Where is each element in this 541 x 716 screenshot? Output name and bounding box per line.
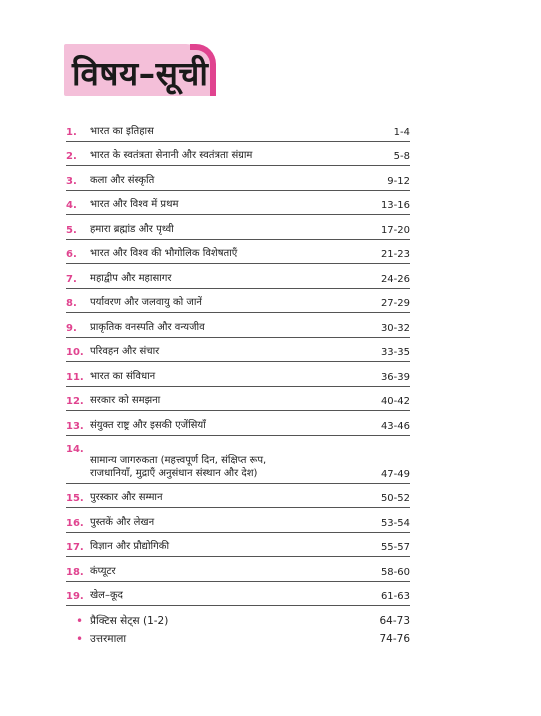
toc-label: भारत और विश्व में प्रथम: [90, 199, 179, 210]
toc-pages: 47-49: [380, 468, 410, 480]
toc-row[interactable]: [66, 240, 410, 265]
toc-label: हमारा ब्रह्मांड और पृथ्वी: [90, 223, 174, 235]
toc-label: विज्ञान और प्रौद्योगिकी: [90, 541, 170, 552]
toc-pages: 9-12: [387, 175, 410, 187]
toc-number: 6.: [66, 249, 77, 260]
toc-row[interactable]: [66, 436, 410, 484]
toc-label: प्राकृतिक वनस्पति और वन्यजीव: [90, 321, 205, 333]
toc-pages: 43-46: [380, 420, 410, 432]
toc-pages: 27-29: [380, 298, 410, 309]
toc-pages: 5-8: [393, 151, 410, 162]
toc-pages: 30-32: [380, 322, 410, 334]
toc-number: 12.: [66, 396, 84, 407]
toc-number: 2.: [66, 151, 77, 162]
appendix-item[interactable]: [66, 612, 410, 630]
toc-row[interactable]: [66, 166, 410, 191]
toc-label: संयुक्त राष्ट्र और इसकी एजेंसियाँ: [90, 419, 206, 431]
toc-number: 3.: [66, 175, 77, 187]
toc-label: पुरस्कार और सम्मान: [90, 492, 163, 503]
toc-label: महाद्वीप और महासागर: [90, 272, 172, 284]
toc-number: 10.: [66, 347, 84, 358]
toc-row[interactable]: [66, 582, 410, 607]
toc-row[interactable]: [66, 508, 410, 533]
toc-pages: 40-42: [380, 396, 410, 407]
toc-pages: 33-35: [380, 347, 410, 358]
toc-pages: 24-26: [380, 273, 410, 285]
toc-row[interactable]: [66, 215, 410, 240]
appendix-label: प्रैक्टिस सेट्स (1-2): [90, 614, 169, 627]
toc-number: 5.: [66, 224, 77, 236]
toc-label: पुस्तकें और लेखन: [90, 516, 155, 528]
toc-pages: 53-54: [380, 517, 410, 529]
toc-pages: 36-39: [380, 371, 410, 383]
toc-label: परिवहन और संचार: [90, 346, 160, 357]
appendix-pages: 64-73: [379, 615, 410, 627]
bullet-icon: •: [76, 614, 84, 628]
toc-number: 11.: [66, 371, 84, 383]
toc-row[interactable]: [66, 484, 410, 509]
appendix-label: उत्तरमाला: [90, 632, 127, 645]
appendix-item[interactable]: [66, 630, 410, 648]
toc-label: सामान्य जागरुकता (महत्त्वपूर्ण दिन, संक्षिप्त रूप, राजधानियाँ, मुद्राएँ अनुसंधान संस्थान और देश): [90, 454, 267, 479]
toc-label: पर्यावरण और जलवायु को जानें: [90, 297, 202, 308]
toc-row[interactable]: [66, 142, 410, 167]
toc-pages: 55-57: [380, 542, 410, 553]
toc-row[interactable]: [66, 533, 410, 558]
toc-row[interactable]: [66, 387, 410, 412]
toc-number: 18.: [66, 566, 84, 578]
toc-label: भारत और विश्व की भौगोलिक विशेषताएँ: [90, 248, 238, 259]
toc-row[interactable]: [66, 191, 410, 216]
toc-row[interactable]: [66, 557, 410, 582]
toc-number: 16.: [66, 517, 84, 529]
toc-row[interactable]: [66, 117, 410, 142]
toc-number: 1.: [66, 126, 77, 138]
toc-row[interactable]: [66, 264, 410, 289]
toc-label: भारत के स्वतंत्रता सेनानी और स्वतंत्रता संग्राम: [90, 150, 253, 161]
toc-label: भारत का संविधान: [90, 370, 156, 382]
toc-number: 13.: [66, 420, 84, 432]
toc-pages: 21-23: [380, 249, 410, 260]
toc-pages: 61-63: [380, 591, 410, 602]
toc-number: 9.: [66, 322, 77, 334]
toc-number: 14.: [66, 443, 84, 455]
toc-pages: 58-60: [380, 566, 410, 578]
toc-pages: 17-20: [380, 224, 410, 236]
toc-number: 15.: [66, 493, 84, 504]
toc-number: 8.: [66, 298, 77, 309]
toc-label: भारत का इतिहास: [90, 125, 154, 137]
toc-row[interactable]: [66, 338, 410, 363]
toc-label: सरकार को समझना: [90, 395, 161, 406]
toc-pages: 1-4: [393, 126, 410, 138]
toc-pages: 50-52: [380, 493, 410, 504]
toc-label: कला और संस्कृति: [90, 174, 155, 186]
appendix-pages: 74-76: [379, 633, 410, 645]
toc-label: कंप्यूटर: [90, 565, 116, 577]
toc-row[interactable]: [66, 411, 410, 436]
toc-row[interactable]: [66, 289, 410, 314]
table-of-contents: [66, 117, 410, 606]
page-title: विषय–सूची: [72, 54, 209, 93]
toc-label: खेल–कूद: [90, 590, 123, 601]
toc-number: 17.: [66, 542, 84, 553]
title-banner: [64, 44, 216, 96]
toc-row[interactable]: [66, 362, 410, 387]
toc-number: 4.: [66, 200, 77, 211]
bullet-icon: •: [76, 632, 84, 646]
toc-number: 19.: [66, 591, 84, 602]
toc-pages: 13-16: [380, 200, 410, 211]
toc-row[interactable]: [66, 313, 410, 338]
toc-number: 7.: [66, 273, 77, 285]
appendix-list: [66, 612, 410, 648]
